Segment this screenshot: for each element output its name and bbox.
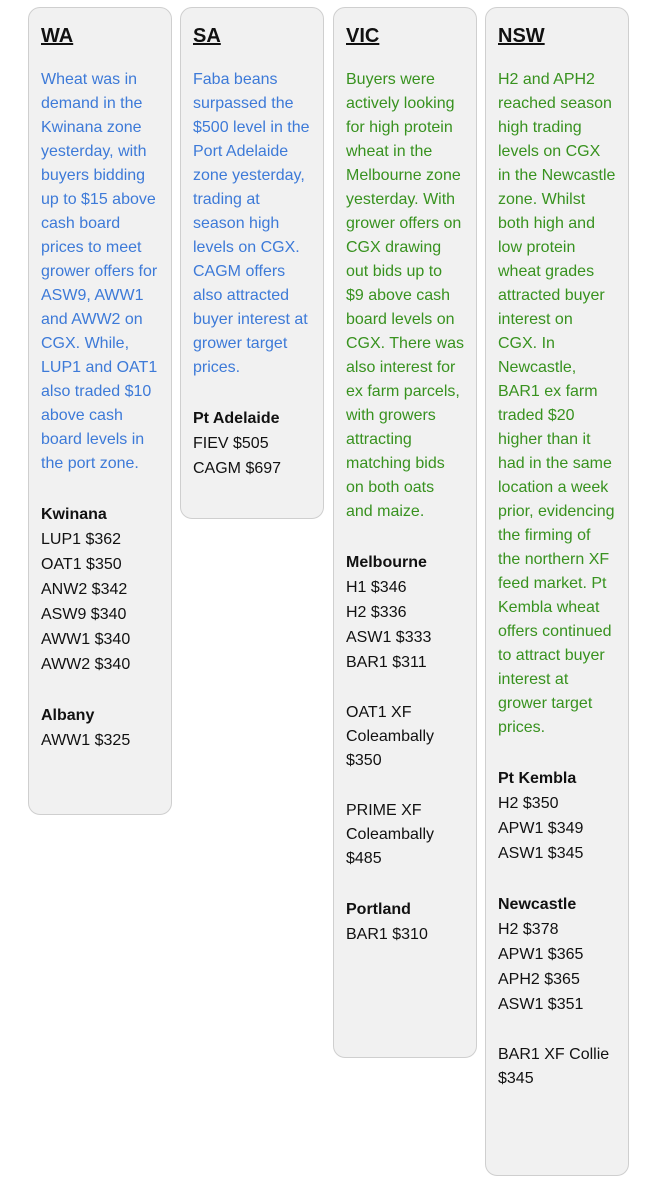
port-group-pt-adelaide bbox=[193, 406, 311, 481]
price-line: ASW9 $340 bbox=[41, 606, 127, 623]
price-line: APH2 $365 bbox=[498, 971, 580, 988]
market-summary: Faba beans surpassed the $500 level in the Port Adelaide zone yesterday, trading at season high levels on CGX. CAGM offers also attracted buyer interest at grower target prices. bbox=[193, 71, 310, 376]
price-line: CAGM $697 bbox=[193, 460, 282, 477]
port-group-melbourne bbox=[346, 550, 464, 675]
price-line: ASW1 $351 bbox=[498, 996, 584, 1013]
price-line: H1 $346 bbox=[346, 579, 407, 596]
price-line: AWW1 $325 bbox=[41, 732, 131, 749]
price-line: H2 $378 bbox=[498, 921, 559, 938]
port-name: Melbourne bbox=[346, 554, 427, 571]
price-line: ASW1 $333 bbox=[346, 629, 432, 646]
market-summary: Wheat was in demand in the Kwinana zone yesterday, with buyers bidding up to $15 above cash board prices to meet grower offers for ASW9, AWW1 and AWW2 on CGX. While, LUP1 and OAT1 also traded $10 above cash board levels in the port zone. bbox=[41, 71, 158, 472]
price-line: BAR1 XF Collie $345 bbox=[498, 1046, 610, 1087]
state-title: SA bbox=[193, 25, 221, 47]
price-line: H2 $350 bbox=[498, 795, 559, 812]
market-summary: H2 and APH2 reached season high trading levels on CGX in the Newcastle zone. Whilst both high and low protein wheat grades attracted buyer interest on CGX. In Newcastle, BAR1 ex farm traded $20 higher than it had in the same location a week prior, evidencing the firming of the northern XF feed market. Pt Kembla wheat offers continued to attract buyer interest at grower target prices. bbox=[498, 71, 616, 736]
price-line: OAT1 $350 bbox=[41, 556, 122, 573]
price-group-oat1-xf bbox=[346, 701, 464, 773]
price-group-prime-xf bbox=[346, 799, 464, 871]
price-line: H2 $336 bbox=[346, 604, 407, 621]
port-group-portland bbox=[346, 897, 464, 947]
price-line: AWW1 $340 bbox=[41, 631, 131, 648]
port-group-pt-kembla bbox=[498, 766, 616, 866]
price-line: FIEV $505 bbox=[193, 435, 269, 452]
port-name: Pt Adelaide bbox=[193, 410, 280, 427]
port-group-newcastle bbox=[498, 892, 616, 1017]
price-line: LUP1 $362 bbox=[41, 531, 122, 548]
port-name: Albany bbox=[41, 707, 95, 724]
state-card-wa bbox=[28, 7, 172, 815]
state-title: WA bbox=[41, 25, 74, 47]
price-line: OAT1 XF Coleambally $350 bbox=[346, 704, 435, 769]
port-name: Portland bbox=[346, 901, 411, 918]
price-line: APW1 $365 bbox=[498, 946, 584, 963]
price-group-bar1-xf-collie bbox=[498, 1043, 616, 1091]
price-line: ANW2 $342 bbox=[41, 581, 128, 598]
port-name: Newcastle bbox=[498, 896, 577, 913]
port-group-kwinana bbox=[41, 502, 159, 677]
state-card-vic bbox=[333, 7, 477, 1058]
port-group-albany bbox=[41, 703, 159, 753]
price-line: PRIME XF Coleambally $485 bbox=[346, 802, 435, 867]
state-title: VIC bbox=[346, 25, 380, 47]
price-line: BAR1 $311 bbox=[346, 654, 427, 671]
price-line: BAR1 $310 bbox=[346, 926, 428, 943]
state-card-sa bbox=[180, 7, 324, 519]
state-title: NSW bbox=[498, 25, 545, 47]
market-summary: Buyers were actively looking for high protein wheat in the Melbourne zone yesterday. With grower offers on CGX drawing out bids up to $9 above cash board levels on CGX. There was also interest for ex farm parcels, with growers attracting matching bids on both oats and maize. bbox=[346, 71, 464, 520]
state-card-nsw bbox=[485, 7, 629, 1176]
port-name: Kwinana bbox=[41, 506, 107, 523]
price-line: ASW1 $345 bbox=[498, 845, 584, 862]
port-name: Pt Kembla bbox=[498, 770, 577, 787]
price-line: APW1 $349 bbox=[498, 820, 584, 837]
price-line: AWW2 $340 bbox=[41, 656, 131, 673]
